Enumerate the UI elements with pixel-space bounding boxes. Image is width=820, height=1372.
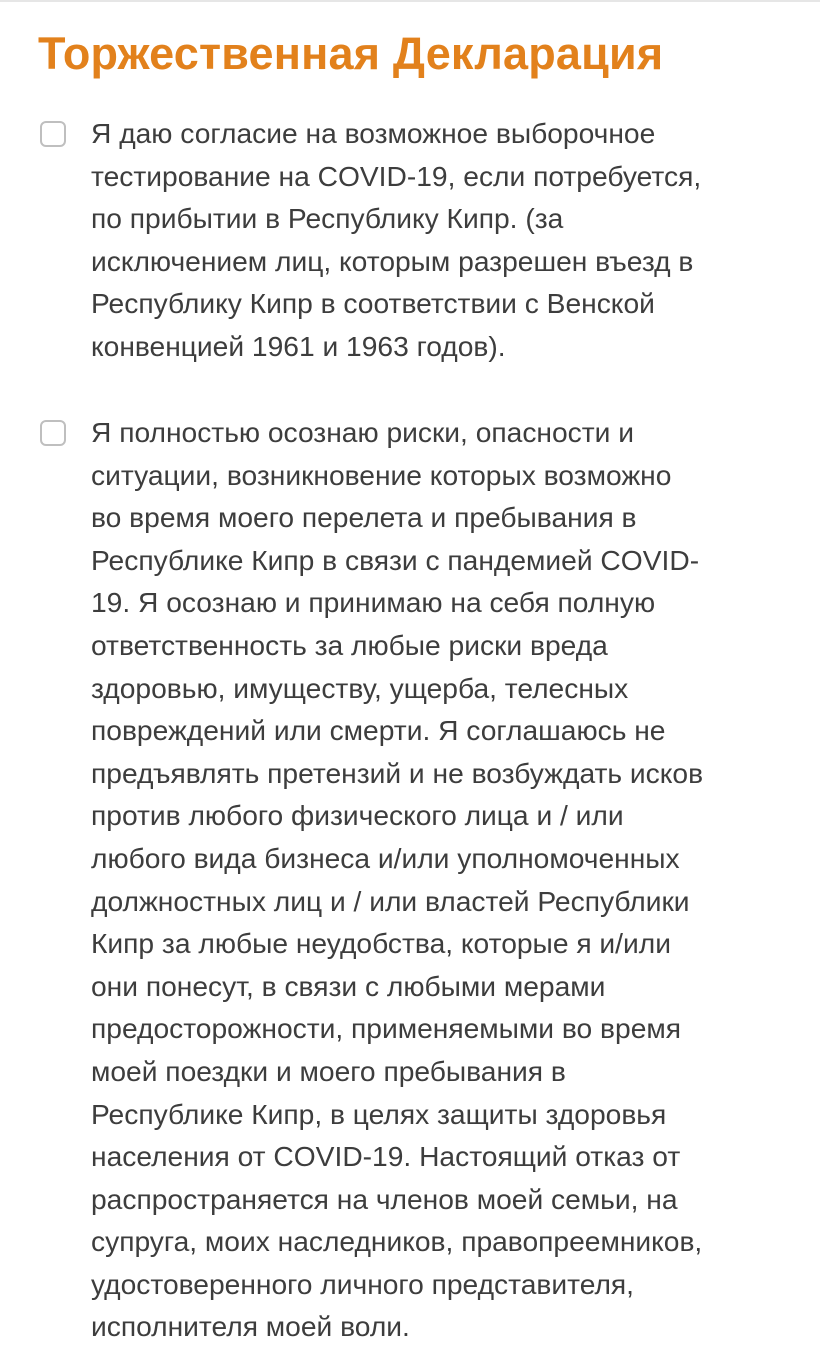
text-line: повреждений или смерти. Я соглашаюсь не	[91, 714, 666, 747]
text-line: тестирование на COVID-19, если потребуется,	[91, 159, 702, 192]
covid-testing-consent-text	[91, 112, 791, 368]
text-line: здоровью, имуществу, ущерба, телесных	[91, 671, 629, 704]
text-line: исполнителя моей воли.	[91, 1310, 410, 1343]
top-divider	[0, 0, 820, 2]
covid-testing-consent-checkbox[interactable]	[40, 121, 66, 147]
text-line: 19. Я осознаю и принимаю на себя полную	[91, 586, 656, 619]
text-line: ситуации, возникновение которых возможно	[91, 458, 672, 491]
text-line: предъявлять претензий и не возбуждать исков	[91, 756, 704, 789]
text-line: они понесут, в связи с любыми мерами	[91, 969, 606, 1002]
text-line: должностных лиц и / или властей Республики	[91, 884, 690, 917]
text-line: Республике Кипр, в целях защиты здоровья	[91, 1097, 667, 1130]
text-line: исключением лиц, которым разрешен въезд в	[91, 244, 694, 277]
risk-waiver-checkbox[interactable]	[40, 420, 66, 446]
text-line: ответственность за любые риски вреда	[91, 628, 608, 661]
text-line: распространяется на членов моей семьи, на	[91, 1182, 678, 1215]
text-line: предосторожности, применяемыми во время	[91, 1012, 682, 1045]
risk-waiver-text	[91, 411, 791, 1348]
text-line: против любого физического лица и / или	[91, 799, 624, 832]
text-line: моей поездки и моего пребывания в	[91, 1054, 566, 1087]
text-line: населения от COVID-19. Настоящий отказ от	[91, 1140, 681, 1173]
text-line: по прибытии в Республику Кипр. (за	[91, 202, 564, 235]
text-line: во время моего перелета и пребывания в	[91, 501, 637, 534]
text-line: Кипр за любые неудобства, которые я и/или	[91, 927, 671, 960]
text-line: Республике Кипр в связи с пандемией COVID-	[91, 543, 700, 576]
text-line: любого вида бизнеса и/или уполномоченных	[91, 841, 680, 874]
text-line: супруга, моих наследников, правопреемников,	[91, 1225, 703, 1258]
text-line: Я даю согласие на возможное выборочное	[91, 117, 656, 149]
text-line: Республику Кипр в соответствии с Венской	[91, 287, 655, 320]
text-line: удостоверенного личного представителя,	[91, 1267, 635, 1300]
text-line: конвенцией 1961 и 1963 годов).	[91, 329, 506, 362]
page-title: Торжественная Декларация	[38, 28, 664, 79]
text-line: Я полностью осознаю риски, опасности и	[91, 416, 634, 448]
